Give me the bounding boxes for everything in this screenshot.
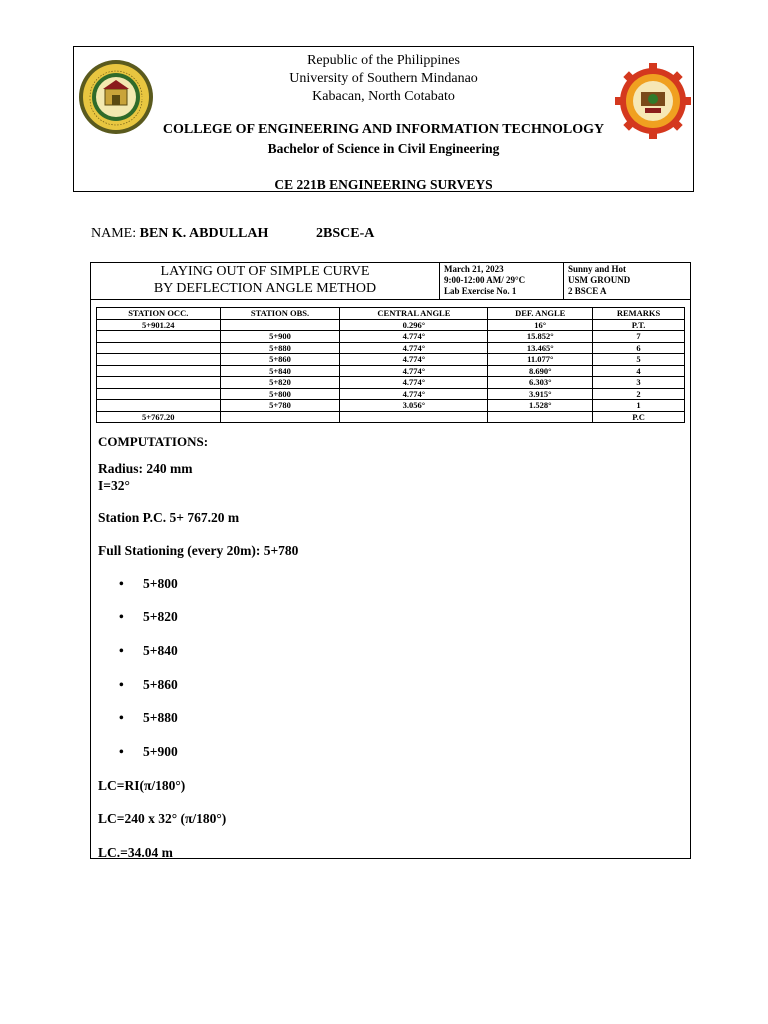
table-cell: 16°: [488, 319, 593, 331]
table-cell: 13.465°: [488, 342, 593, 354]
exercise-group: 2 BSCE A: [568, 286, 607, 296]
list-item-text: 5+900: [143, 744, 178, 759]
table-cell: 5+800: [220, 388, 340, 400]
exercise-time-temp: 9:00-12:00 AM/ 29°C: [444, 275, 526, 285]
table-cell: 7: [593, 331, 685, 343]
radius-value: Radius: 240 mm: [98, 461, 193, 476]
table-row: [97, 342, 685, 354]
header-program: Bachelor of Science in Civil Engineering: [267, 141, 500, 156]
table-cell: [220, 319, 340, 331]
table-cell: 1: [593, 400, 685, 412]
table-cell: [97, 400, 221, 412]
table-cell: 5+780: [220, 400, 340, 412]
table-cell: 8.690°: [488, 365, 593, 377]
table-header-row: [97, 308, 685, 320]
table-cell: 3: [593, 377, 685, 389]
table-cell: [97, 331, 221, 343]
table-cell: [97, 388, 221, 400]
table-cell: 5+767.20: [97, 411, 221, 423]
list-item: • 5+800: [119, 576, 178, 591]
exercise-title-line2: BY DEFLECTION ANGLE METHOD: [153, 281, 377, 296]
col-central-angle: CENTRAL ANGLE: [340, 308, 488, 320]
table-cell: P.C: [593, 411, 685, 423]
lc-result: LC.=34.04 m: [98, 845, 173, 860]
table-cell: 15.852°: [488, 331, 593, 343]
title-divider: [91, 299, 690, 300]
table-cell: 5+840: [220, 365, 340, 377]
list-item-text: 5+860: [143, 677, 178, 692]
table-cell: [97, 342, 221, 354]
table-cell: 4: [593, 365, 685, 377]
table-cell: 3.056°: [340, 400, 488, 412]
exercise-location: USM GROUND: [568, 275, 631, 285]
col-remarks: REMARKS: [593, 308, 685, 320]
table-cell: 6: [593, 342, 685, 354]
list-item: • 5+860: [119, 677, 178, 692]
deflection-table: [96, 307, 685, 423]
header-university: University of Southern Mindanao: [289, 71, 478, 86]
lab-exercise-box: [90, 262, 691, 859]
table-cell: 5+901.24: [97, 319, 221, 331]
student-section: 2BSCE-A: [316, 226, 375, 241]
header-address: Kabacan, North Cotabato: [312, 89, 455, 104]
list-item: • 5+840: [119, 643, 178, 658]
table-row: [97, 411, 685, 423]
document-header: [73, 46, 694, 192]
table-cell: 5+900: [220, 331, 340, 343]
table-row: [97, 365, 685, 377]
table-cell: [97, 377, 221, 389]
lc-substitution: LC=240 x 32° (π/180°): [98, 811, 227, 826]
exercise-date-cell: [440, 263, 564, 299]
name-label: NAME:: [91, 226, 137, 241]
computations-heading: COMPUTATIONS:: [98, 434, 209, 449]
table-cell: [488, 411, 593, 423]
table-cell: 5+880: [220, 342, 340, 354]
table-row: [97, 388, 685, 400]
station-pc: Station P.C. 5+ 767.20 m: [98, 510, 240, 525]
header-republic: Republic of the Philippines: [307, 53, 460, 68]
table-body: [97, 319, 685, 423]
exercise-lab-number: Lab Exercise No. 1: [444, 286, 517, 296]
table-cell: 5+860: [220, 354, 340, 366]
col-station-obs: STATION OBS.: [220, 308, 340, 320]
table-cell: 4.774°: [340, 377, 488, 389]
table-cell: 0.296°: [340, 319, 488, 331]
table-cell: [340, 411, 488, 423]
table-cell: 1.528°: [488, 400, 593, 412]
table-cell: P.T.: [593, 319, 685, 331]
table-cell: 5: [593, 354, 685, 366]
list-item: • 5+900: [119, 744, 178, 759]
table-row: [97, 331, 685, 343]
full-stationing: Full Stationing (every 20m): 5+780: [98, 543, 299, 558]
list-item: • 5+820: [119, 609, 178, 624]
intersection-angle: I=32°: [98, 478, 130, 493]
exercise-weather-cell: [564, 263, 690, 299]
list-item-text: 5+880: [143, 710, 178, 725]
table-row: [97, 400, 685, 412]
col-station-occ: STATION OCC.: [97, 308, 221, 320]
list-item-text: 5+800: [143, 576, 178, 591]
exercise-date: March 21, 2023: [444, 264, 504, 274]
table-row: [97, 354, 685, 366]
exercise-title: [91, 263, 440, 299]
table-cell: 4.774°: [340, 331, 488, 343]
list-item-text: 5+840: [143, 643, 178, 658]
student-name: BEN K. ABDULLAH: [139, 226, 269, 241]
table-cell: 3.915°: [488, 388, 593, 400]
exercise-title-line1: LAYING OUT OF SIMPLE CURVE: [160, 264, 370, 279]
table-cell: [220, 411, 340, 423]
list-item-text: 5+820: [143, 609, 178, 624]
table-row: [97, 377, 685, 389]
table-cell: 11.077°: [488, 354, 593, 366]
table-cell: [97, 365, 221, 377]
table-cell: 4.774°: [340, 388, 488, 400]
header-course: CE 221B ENGINEERING SURVEYS: [274, 177, 493, 192]
student-name-line: [91, 226, 268, 242]
table-cell: 6.303°: [488, 377, 593, 389]
table-row: [97, 319, 685, 331]
exercise-weather: Sunny and Hot: [568, 264, 627, 274]
col-def-angle: DEF. ANGLE: [488, 308, 593, 320]
table-cell: 4.774°: [340, 354, 488, 366]
list-item: • 5+880: [119, 710, 178, 725]
lc-formula: LC=RI(π/180°): [98, 778, 186, 793]
college-gear-logo: [614, 62, 692, 140]
table-cell: 4.774°: [340, 342, 488, 354]
table-cell: [97, 354, 221, 366]
header-college: COLLEGE OF ENGINEERING AND INFORMATION TECHNOLOGY: [162, 122, 605, 137]
table-cell: 5+820: [220, 377, 340, 389]
table-cell: 2: [593, 388, 685, 400]
table-cell: 4.774°: [340, 365, 488, 377]
